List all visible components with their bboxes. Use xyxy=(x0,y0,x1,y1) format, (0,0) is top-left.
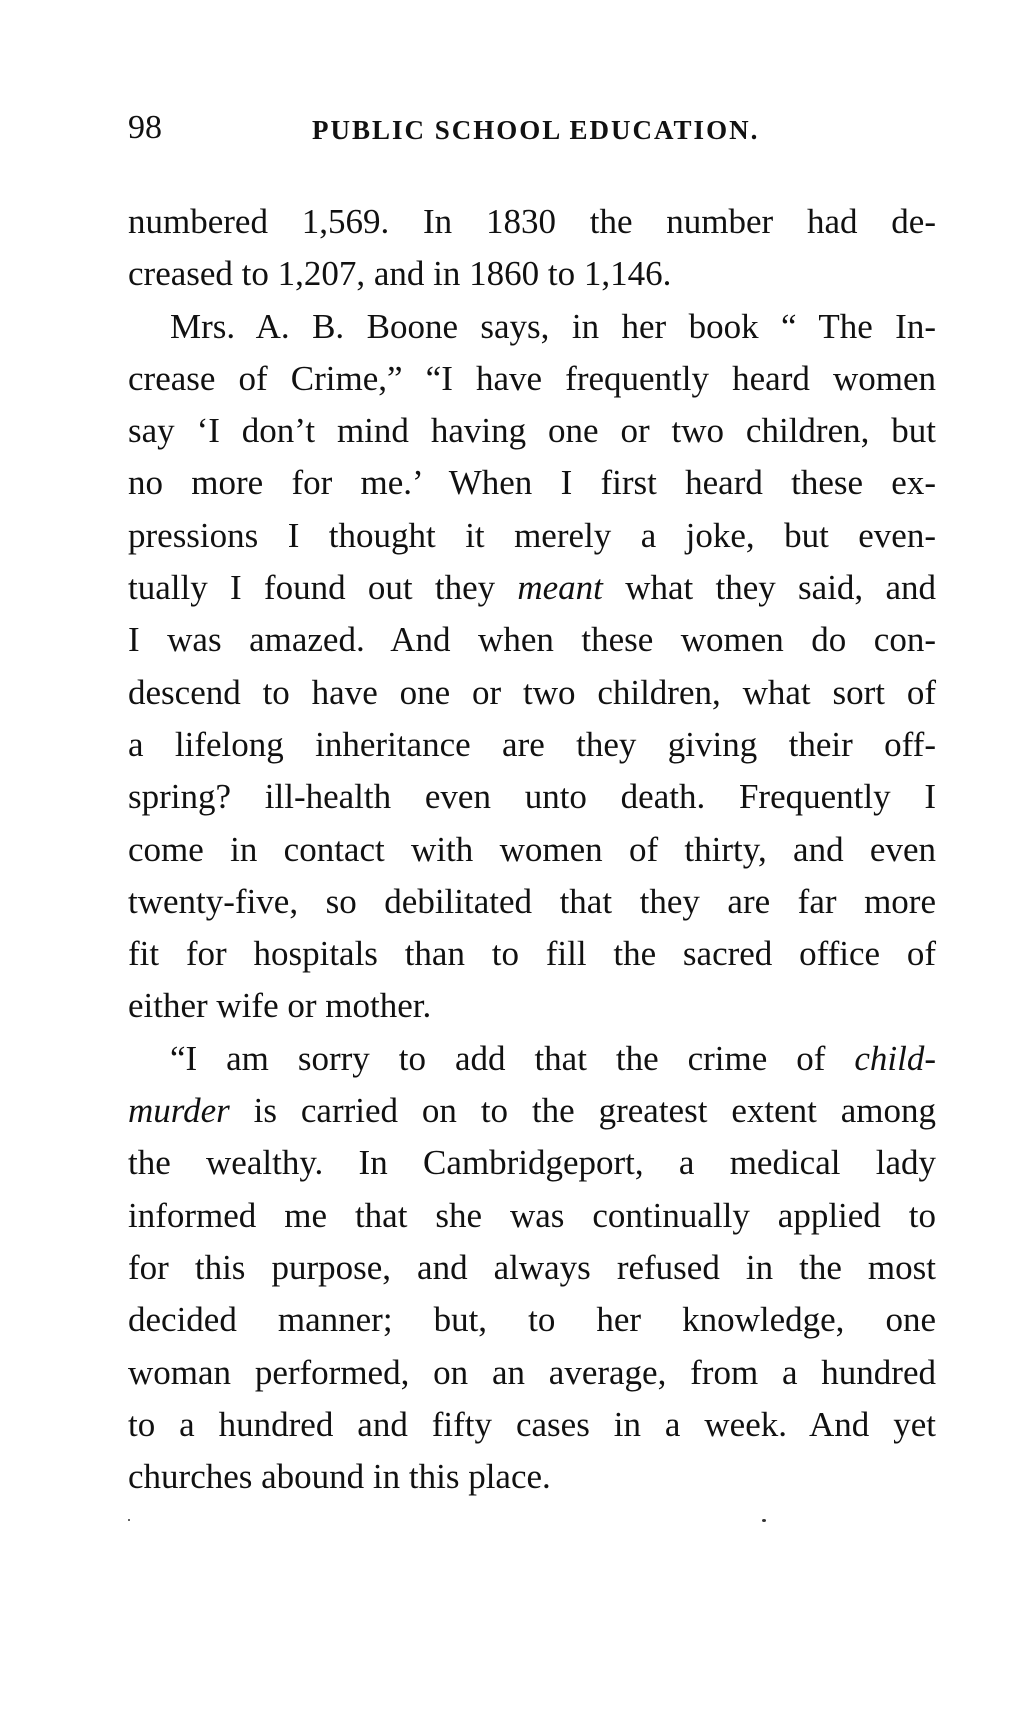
text-line: come in contact with women of thirty, and even xyxy=(128,829,936,869)
text-line: informed me that she was continually applied to xyxy=(128,1195,936,1235)
text-line: fit for hospitals than to fill the sacred office of xyxy=(128,934,936,974)
running-title: PUBLIC SCHOOL EDUCATION. xyxy=(312,115,760,145)
emphasis-child: child- xyxy=(854,1038,936,1078)
text-line xyxy=(128,1085,936,1137)
text-run: is carried on to the greatest extent among xyxy=(229,1091,936,1131)
text-line: a lifelong inheritance are they giving their off- xyxy=(128,724,936,764)
running-head xyxy=(128,108,938,148)
text-line: either wife or mother. xyxy=(128,986,432,1026)
text-line xyxy=(128,562,936,614)
emphasis-meant: meant xyxy=(517,568,603,608)
print-speck xyxy=(762,1519,766,1522)
emphasis-murder: murder xyxy=(128,1091,230,1131)
page-number: 98 xyxy=(128,109,162,146)
text-line: the wealthy. In Cambridgeport, a medical lady xyxy=(128,1143,936,1183)
paragraph-2 xyxy=(128,301,936,1033)
text-line: to a hundred and fifty cases in a week. And yet xyxy=(128,1404,936,1444)
text-line: say ‘I don’t mind having one or two children, but xyxy=(128,411,936,451)
text-line: creased to 1,207, and in 1860 to 1,146. xyxy=(128,254,672,294)
text-line: no more for me.’ When I first heard these ex- xyxy=(128,463,936,503)
paragraph-3 xyxy=(128,1033,936,1504)
text-line: woman performed, on an average, from a hundred xyxy=(128,1352,936,1392)
paragraph-1 xyxy=(128,196,936,301)
text-run: what they said, and xyxy=(602,568,936,608)
body-text xyxy=(128,196,936,1503)
text-line: for this purpose, and always refused in the most xyxy=(128,1247,936,1287)
text-line: I was amazed. And when these women do con- xyxy=(128,620,936,660)
text-line: crease of Crime,” “I have frequently heard women xyxy=(128,358,936,398)
text-line: churches abound in this place. xyxy=(128,1457,551,1497)
text-line: pressions I thought it merely a joke, but even- xyxy=(128,515,936,555)
text-line: twenty-five, so debilitated that they are far more xyxy=(128,881,936,921)
text-line: descend to have one or two children, what sort of xyxy=(128,672,936,712)
text-line: spring? ill-health even unto death. Frequently I xyxy=(128,777,936,817)
text-run: tually I found out they xyxy=(128,568,518,608)
text-line: Mrs. A. B. Boone says, in her book “ The In- xyxy=(170,306,936,346)
text-line: decided manner; but, to her knowledge, one xyxy=(128,1300,936,1340)
text-line: numbered 1,569. In 1830 the number had de- xyxy=(128,202,936,241)
text-line xyxy=(128,1033,936,1085)
text-run: “I am sorry to add that the crime of xyxy=(170,1038,855,1078)
print-speck xyxy=(128,1519,130,1521)
